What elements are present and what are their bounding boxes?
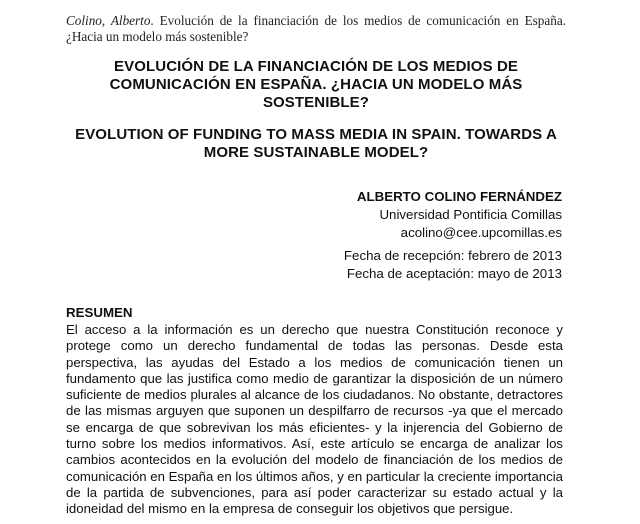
resumen-line: turno sobre los medios informativos. Así, este artículo se encarga de analizar los bbox=[66, 436, 563, 452]
resumen-line: de la partida de subvenciones, para así poder caracterizar su estado actual y la bbox=[66, 484, 563, 500]
resumen-line: se encarga de que sobrevivan los más eficientes- y la injerencia del Gobierno de bbox=[66, 419, 563, 435]
author-name: ALBERTO COLINO FERNÁNDEZ bbox=[356, 189, 562, 204]
resumen-heading: RESUMEN bbox=[66, 305, 133, 320]
author-block bbox=[357, 188, 562, 242]
title-english: EVOLUTION OF FUNDING TO MASS MEDIA IN SPAIN. TOWARDS A MORE SUSTAINABLE MODEL? bbox=[75, 126, 557, 161]
resumen-line: de las mismas arguyen que suponen un despilfarro de recursos -ya que el mercado bbox=[66, 403, 563, 419]
running-head bbox=[66, 13, 566, 45]
resumen-line: cambios acontecidos en la evolución del modelo de financiación de los medios de bbox=[66, 452, 563, 468]
date-received: Fecha de recepción: febrero de 2013 bbox=[343, 248, 562, 263]
resumen-line: fundamento que las justifica como medio de garantizar la disposición de un número bbox=[66, 370, 563, 386]
resumen-body bbox=[66, 322, 563, 518]
author-affiliation: Universidad Pontificia Comillas bbox=[379, 207, 562, 222]
date-accepted: Fecha de aceptación: mayo de 2013 bbox=[346, 266, 562, 281]
resumen-line: idoneidad del mismo en la empresa de conseguir los objetivos que persigue. bbox=[66, 501, 514, 517]
resumen-line: protege como un derecho fundamental de todas las personas. Desde esta bbox=[66, 338, 563, 354]
title-spanish: EVOLUCIÓN DE LA FINANCIACIÓN DE LOS MEDIOS DE COMUNICACIÓN EN ESPAÑA. ¿HACIA UN MODELO MÁS SOSTENIBLE? bbox=[109, 58, 523, 111]
running-head-text: . Evolución de la financiación de los medios de comunicación en España. ¿Hacia un modelo más sostenible? bbox=[66, 13, 566, 44]
author-email: acolino@cee.upcomillas.es bbox=[400, 225, 562, 240]
resumen-line: suficiente de medios plurales al alcance de los ciudadanos. No obstante, detractores bbox=[66, 387, 563, 403]
running-head-author: Colino, Alberto bbox=[66, 13, 151, 28]
resumen-line: perspectiva, las ayudas del Estado a los medios de comunicación tienen un bbox=[66, 354, 563, 370]
dates-block bbox=[344, 247, 562, 283]
resumen-line: comunicación en España en los últimos años, y en particular la creciente importancia bbox=[66, 468, 563, 484]
resumen-line: El acceso a la información es un derecho que nuestra Constitución reconoce y bbox=[66, 322, 563, 337]
